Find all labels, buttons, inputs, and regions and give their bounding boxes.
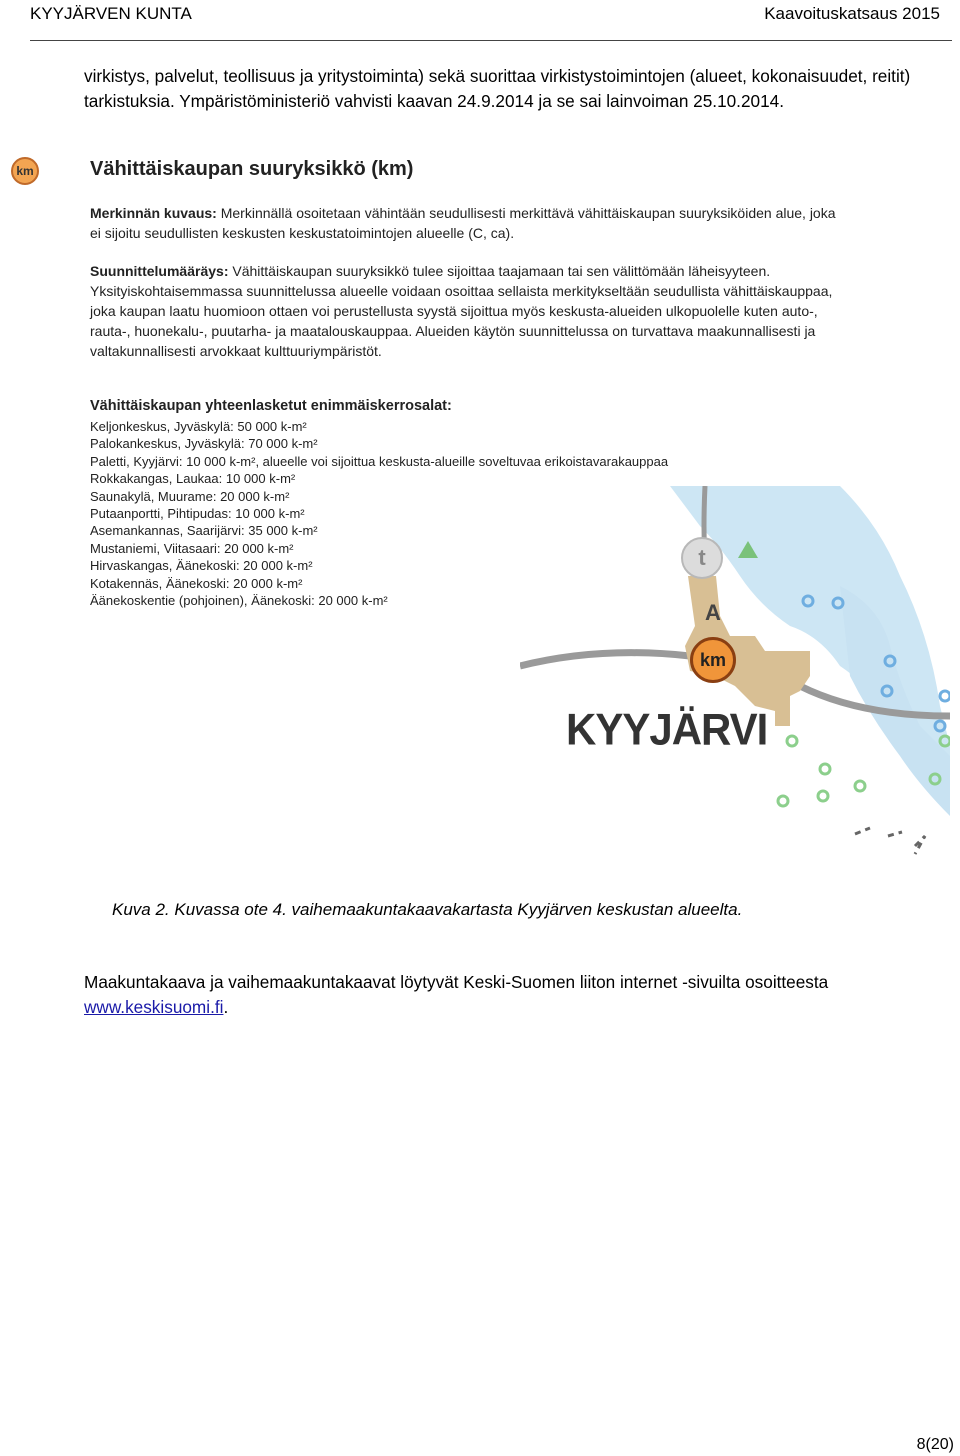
list-item: Palokankeskus, Jyväskylä: 70 000 k-m² (90, 436, 318, 452)
marking-description (90, 203, 840, 243)
list-item: Paletti, Kyyjärvi: 10 000 k-m², alueelle voi sijoittua keskusta-alueille soveltuvaa erikoistavarakauppaa (90, 453, 669, 469)
map-place-name: KYYJÄRVI (566, 704, 768, 755)
list-item: Mustaniemi, Viitasaari: 20 000 k-m² (90, 540, 294, 556)
kyyjarvi-map (520, 486, 950, 856)
map-km-icon: km (690, 637, 736, 683)
page-number: 8(20) (916, 1436, 954, 1453)
marking-description-label: Merkinnän kuvaus: (90, 205, 217, 221)
list-item: Äänekoskentie (pohjoinen), Äänekoski: 20 000 k-m² (90, 593, 388, 609)
list-item: Putaanportti, Pihtipudas: 10 000 k-m² (90, 506, 305, 522)
planning-regulation-text: Vähittäiskaupan suuryksikkö tulee sijoittaa taajamaan tai sen välittömään läheisyyteen. Yksityiskohtaisemmassa suunnittelussa alueelle voidaan osoittaa sellaista merkitykseltään seudullista vähittäiskauppaa, joka kaupan laatu huomioon ottaen voi perustellusta syystä sijoittua myös keskusta-alueiden ulkopuolelle kuten auto-, rauta-, huonekalu-, puutarha- ja maatalouskauppaa. Alueiden käytön suunnittelussa on turvattava maakunnallisesti ja valtakunnallisesti arvokkaat kulttuuriympäristöt. (90, 263, 833, 359)
outro-text: Maakuntakaava ja vaihemaakuntakaavat löytyvät Keski-Suomen liiton internet -sivuilta osoitteesta (84, 972, 829, 992)
keskisuomi-link[interactable]: www.keskisuomi.fi (84, 997, 224, 1017)
figure-title: Vähittäiskaupan suuryksikkö (km) (90, 158, 414, 180)
outro-paragraph (84, 970, 936, 1020)
list-item: Hirvaskangas, Äänekoski: 20 000 k-m² (90, 558, 313, 574)
marking-description-text: Merkinnällä osoitetaan vähintään seudullisesti merkittävä vähittäiskaupan suuryksiköiden alue, joka ei sijoitu seudullisten keskusten keskustatoimintojen alueelle (C, ca). (90, 205, 836, 241)
outro-end: . (223, 997, 229, 1017)
document-header-right: Kaavoituskatsaus 2015 (764, 4, 940, 23)
list-item: Kotakennäs, Äänekoski: 20 000 k-m² (90, 575, 303, 591)
list-item: Rokkakangas, Laukaa: 10 000 k-m² (90, 471, 296, 487)
boundary-dashes (855, 828, 925, 854)
map-symbol-t: t (681, 537, 723, 579)
document-header-left: KYYJÄRVEN KUNTA (30, 4, 192, 23)
header-rule (30, 40, 952, 41)
planning-regulation (90, 261, 840, 361)
km-symbol-icon: km (11, 157, 39, 185)
planning-regulation-label: Suunnittelumääräys: (90, 263, 229, 279)
list-item: Saunakylä, Muurame: 20 000 k-m² (90, 488, 290, 504)
floor-area-heading: Vähittäiskaupan yhteenlasketut enimmäiskerrosalat: (90, 398, 452, 414)
map-symbol-a: A (705, 600, 721, 625)
intro-paragraph: virkistys, palvelut, teollisuus ja yritystoiminta) sekä suorittaa virkistystoimintojen (alueet, kokonaisuudet, reitit) tarkistuksia. Ympäristöministeriö vahvisti kaavan 24.9.2014 ja se sai lainvoiman 25.10.2014. (84, 66, 911, 111)
list-item: Asemankannas, Saarijärvi: 35 000 k-m² (90, 523, 318, 539)
figure-caption: Kuva 2. Kuvassa ote 4. vaihemaakuntakaavakartasta Kyyjärven keskustan alueelta. (112, 900, 743, 919)
list-item: Keljonkeskus, Jyväskylä: 50 000 k-m² (90, 419, 307, 434)
